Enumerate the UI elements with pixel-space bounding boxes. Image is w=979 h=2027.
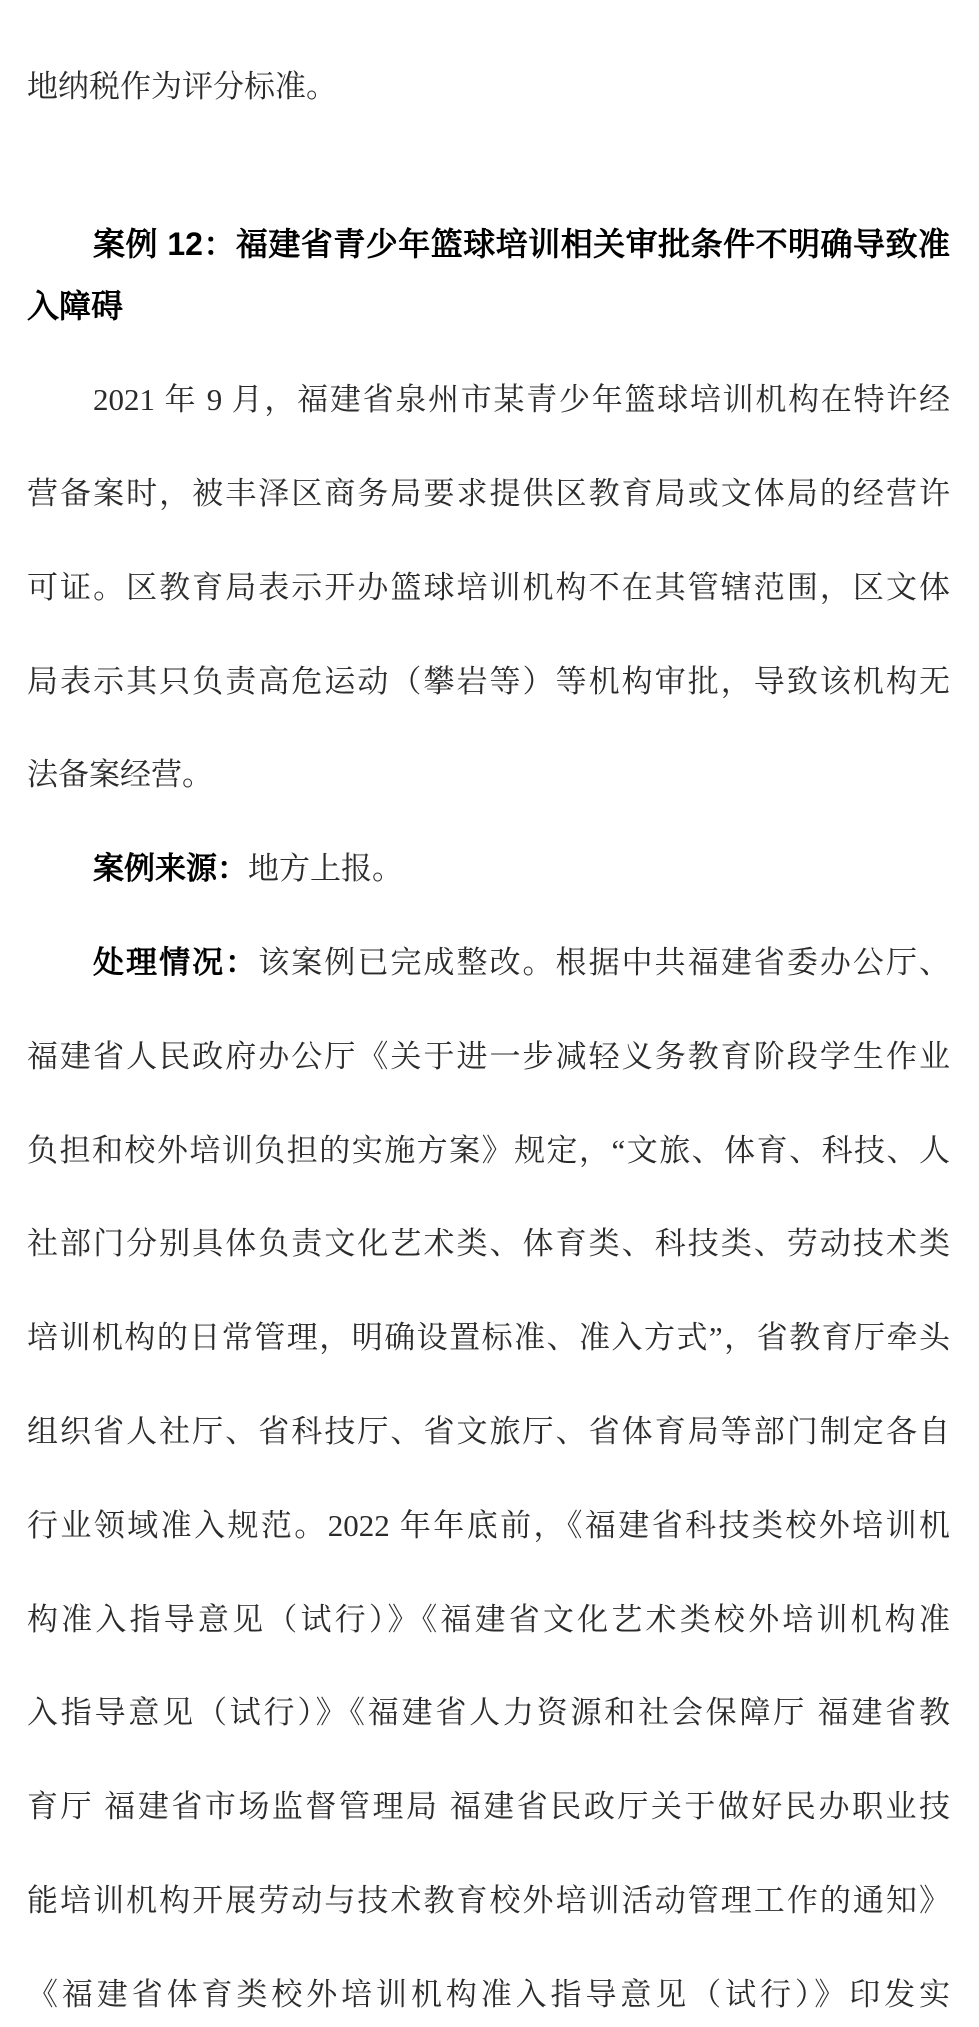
handling-label: 处理情况：	[93, 944, 259, 980]
handling-line: 构准入指导意见（试行）》《福建省文化艺术类校外培训机构准	[27, 1601, 950, 1637]
handling-line: 《福建省体育类校外培训机构准入指导意见（试行）》印发实	[27, 1976, 950, 2012]
case-paragraph-line: 营备案时，被丰泽区商务局要求提供区教育局或文体局的经营许	[27, 475, 950, 511]
handling-line: 行业领域准入规范。2022 年年底前，《福建省科技类校外培训机	[27, 1507, 950, 1543]
case-paragraph-line: 可证。区教育局表示开办篮球培训机构不在其管辖范围，区文体	[27, 569, 950, 605]
source-text: 地方上报。	[248, 851, 403, 887]
case-paragraph-line: 2021 年 9 月，福建省泉州市某青少年篮球培训机构在特许经	[93, 382, 950, 418]
handling-line: 社部门分别具体负责文化艺术类、体育类、科技类、劳动技术类	[27, 1226, 950, 1262]
handling-line: 入指导意见（试行）》《福建省人力资源和社会保障厅 福建省教	[27, 1695, 950, 1731]
case-heading-line-1: 案例 12：福建省青少年篮球培训相关审批条件不明确导致准	[93, 225, 950, 262]
handling-line-first	[27, 932, 950, 995]
case-paragraph-line: 法备案经营。	[27, 757, 213, 793]
handling-first-line-text: 该案例已完成整改。根据中共福建省委办公厅、	[258, 944, 951, 980]
handling-line: 负担和校外培训负担的实施方案》规定，“文旅、体育、科技、人	[27, 1132, 950, 1168]
handling-line: 育厅 福建省市场监督管理局 福建省民政厅关于做好民办职业技	[27, 1789, 950, 1825]
handling-line: 福建省人民政府办公厅《关于进一步减轻义务教育阶段学生作业	[27, 1038, 950, 1074]
handling-line: 能培训机构开展劳动与技术教育校外培训活动管理工作的通知》	[27, 1882, 950, 1918]
blank-line	[27, 150, 950, 213]
source-label: 案例来源：	[93, 851, 248, 887]
case-paragraph-line: 局表示其只负责高危运动（攀岩等）等机构审批，导致该机构无	[27, 663, 950, 699]
source-line	[27, 838, 950, 901]
previous-paragraph-tail-line: 地纳税作为评分标准。	[27, 69, 337, 104]
case-heading-line-2: 入障碍	[27, 288, 124, 325]
handling-line: 培训机构的日常管理，明确设置标准、准入方式”，省教育厅牵头	[27, 1320, 950, 1356]
handling-line: 组织省人社厅、省科技厅、省文旅厅、省体育局等部门制定各自	[27, 1413, 950, 1449]
